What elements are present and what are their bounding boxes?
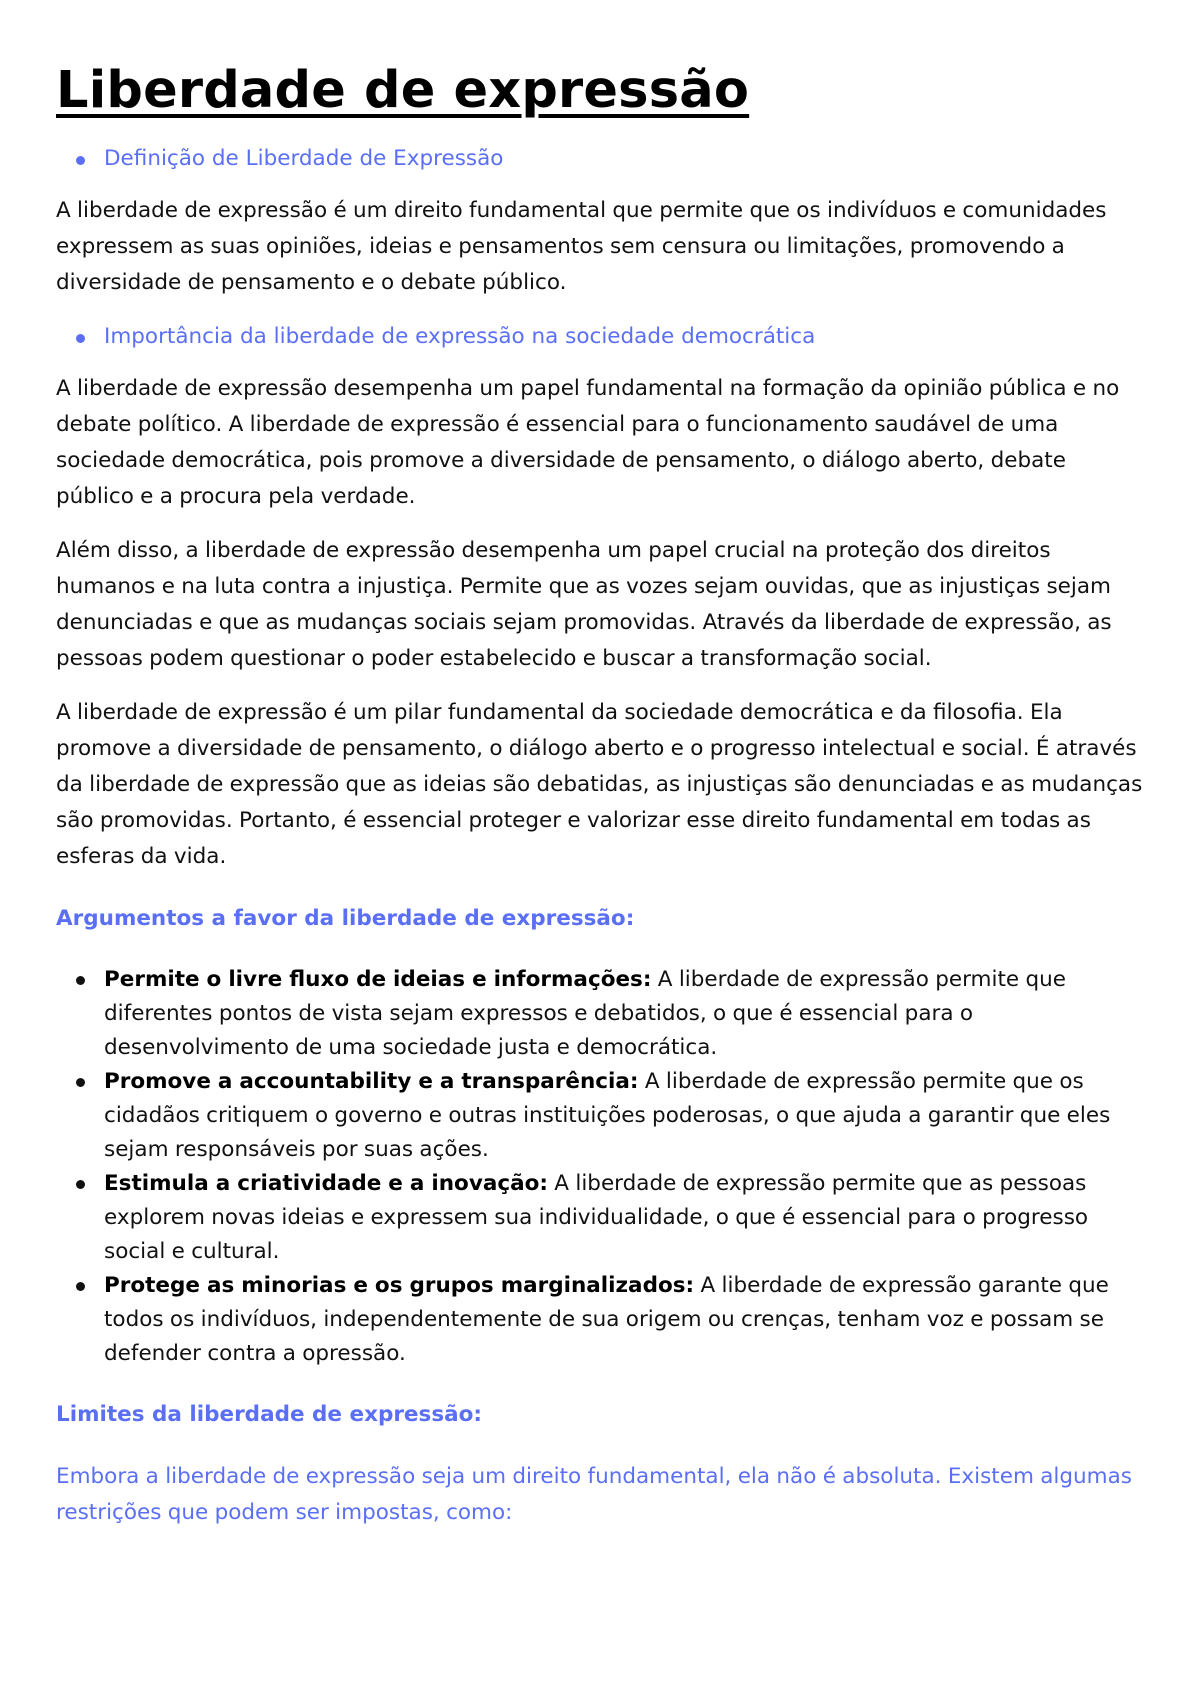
argument-label: Protege as minorias e os grupos marginalizados:: [104, 1272, 695, 1298]
topic-list-1: [56, 141, 1146, 177]
argument-item: [56, 963, 1146, 1065]
heading-limits[interactable]: Limites da liberdade de expressão:: [56, 1401, 482, 1427]
paragraph-importance: A liberdade de expressão desempenha um papel fundamental na formação da opinião pública e no debate político. A liberdade de expressão é essencial para o funcionamento saudável de uma sociedade democrática, pois promove a diversidade de pensamento, o diálogo aberto, debate público e a procura pela verdade.: [56, 375, 1120, 509]
argument-text: A liberdade de expressão garante que todos os indivíduos, independentemente de sua origem ou crenças, tenham voz e possam se defender contra a opressão.: [104, 1272, 1109, 1366]
topic-importance-link[interactable]: Importância da liberdade de expressão na sociedade democrática: [56, 319, 1146, 355]
topic-list-2: [56, 319, 1146, 355]
paragraph-definition: A liberdade de expressão é um direito fundamental que permite que os indivíduos e comunidades expressem as suas opiniões, ideias e pensamentos sem censura ou limitações, promovendo a diversidade de pensamento e o debate público.: [56, 197, 1107, 295]
argument-text: A liberdade de expressão permite que diferentes pontos de vista sejam expressos e debatidos, o que é essencial para o desenvolvimento de uma sociedade justa e democrática.: [104, 966, 1066, 1060]
topic-definition-link[interactable]: Definição de Liberdade de Expressão: [56, 141, 1146, 177]
argument-label: Estimula a criatividade e a inovação:: [104, 1170, 548, 1196]
argument-item: [56, 1065, 1146, 1167]
argument-label: Promove a accountability e a transparência:: [104, 1068, 639, 1094]
argument-label: Permite o livre fluxo de ideias e informações:: [104, 966, 652, 992]
heading-arguments[interactable]: Argumentos a favor da liberdade de expressão:: [56, 905, 635, 931]
paragraph-human-rights: Além disso, a liberdade de expressão desempenha um papel crucial na proteção dos direitos humanos e na luta contra a injustiça. Permite que as vozes sejam ouvidas, que as injustiças sejam denunciadas e que as mudanças sociais sejam promovidas. Através da liberdade de expressão, as pessoas podem questionar o poder estabelecido e buscar a transformação social.: [56, 537, 1112, 671]
page-title: Liberdade de expressão: [56, 61, 750, 120]
document-page: [56, 62, 1146, 1549]
argument-text: A liberdade de expressão permite que os cidadãos critiquem o governo e outras instituições poderosas, o que ajuda a garantir que eles sejam responsáveis por suas ações.: [104, 1068, 1111, 1162]
arguments-list: [56, 963, 1146, 1371]
argument-text: A liberdade de expressão permite que as pessoas explorem novas ideias e expressem sua individualidade, o que é essencial para o progresso social e cultural.: [104, 1170, 1089, 1264]
paragraph-limits: Embora a liberdade de expressão seja um direito fundamental, ela não é absoluta. Existem algumas restrições que podem ser impostas, como:: [56, 1463, 1132, 1525]
argument-item: [56, 1167, 1146, 1269]
paragraph-pillar: A liberdade de expressão é um pilar fundamental da sociedade democrática e da filosofia. Ela promove a diversidade de pensamento, o diálogo aberto e o progresso intelectual e social. É através da liberdade de expressão que as ideias são debatidas, as injustiças são denunciadas e as mudanças são promovidas. Portanto, é essencial proteger e valorizar esse direito fundamental em todas as esferas da vida.: [56, 699, 1143, 869]
argument-item: [56, 1269, 1146, 1371]
